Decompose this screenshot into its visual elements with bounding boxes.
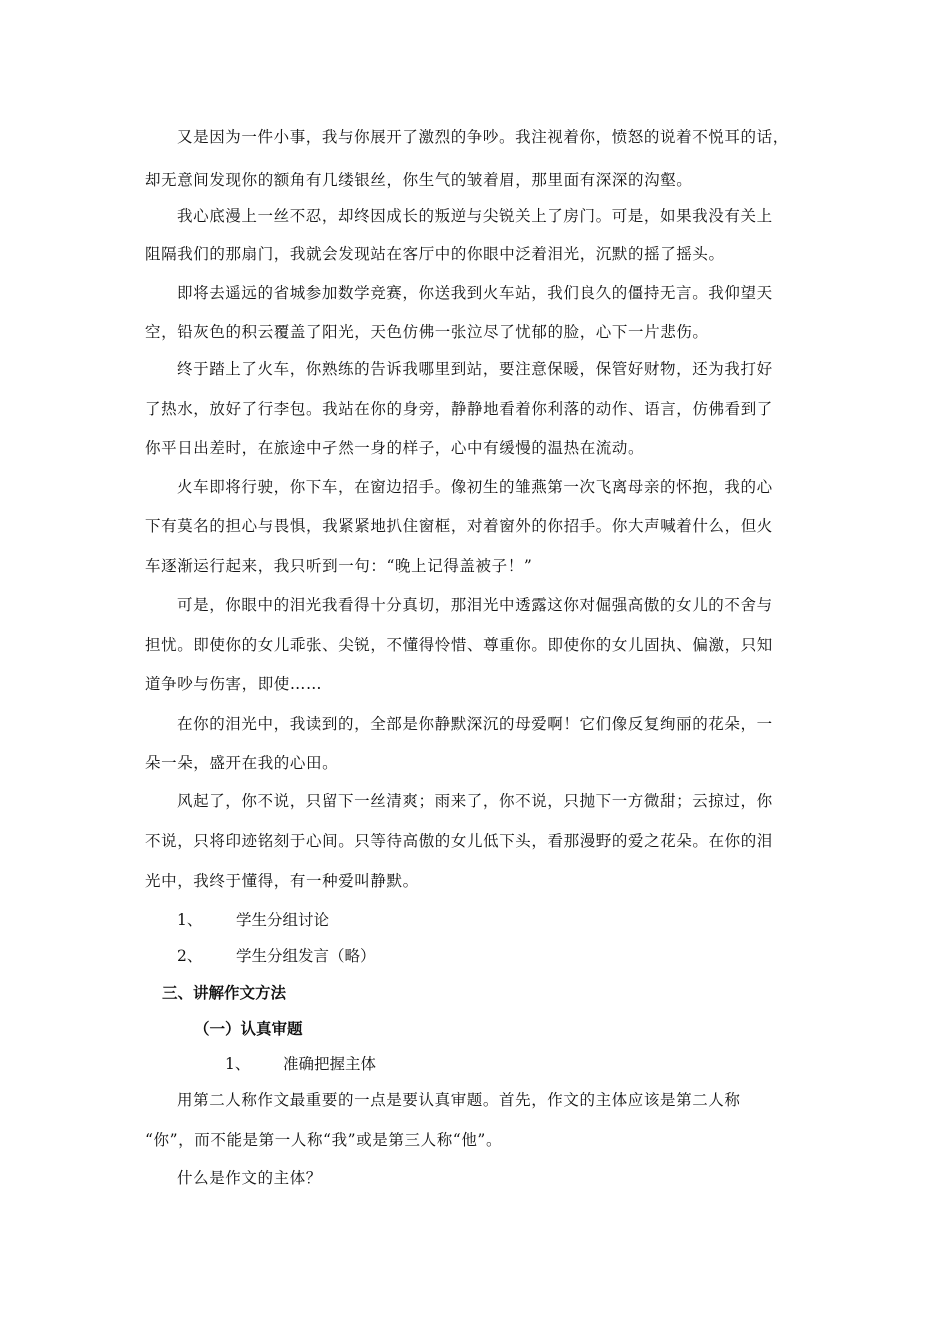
paragraph-3-line-1: 即将去遥远的省城参加数学竞赛，你送我到火车站，我们良久的僵持无言。我仰望天 (177, 284, 773, 302)
sub-item-text: 准确把握主体 (283, 1055, 377, 1073)
paragraph-4-line-2: 了热水，放好了行李包。我站在你的身旁，静静地看着你利落的动作、语言，仿佛看到了 (145, 400, 773, 418)
paragraph-8-line-2: 不说，只将印迹铭刻于心间。只等待高傲的女儿低下头，看那漫野的爱之花朵。在你的泪 (145, 832, 773, 850)
paragraph-8-line-3: 光中，我终于懂得，有一种爱叫静默。 (145, 872, 419, 890)
paragraph-8-line-1: 风起了，你不说，只留下一丝清爽；雨来了，你不说，只抛下一方微甜；云掠过，你 (177, 792, 773, 810)
paragraph-3-line-2: 空，铅灰色的积云覆盖了阳光，天色仿佛一张泣尽了忧郁的脸，心下一片悲伤。 (145, 323, 709, 341)
paragraph-4-line-3: 你平日出差时，在旅途中孑然一身的样子，心中有缓慢的温热在流动。 (145, 439, 645, 457)
paragraph-2-line-1: 我心底漫上一丝不忍，却终因成长的叛逆与尖锐关上了房门。可是，如果我没有关上 (177, 207, 773, 225)
paragraph-6-line-3: 道争吵与伤害，即使…… (145, 675, 323, 693)
paragraph-7-line-2: 朵一朵，盛开在我的心田。 (145, 754, 339, 772)
paragraph-5-line-2: 下有莫名的担心与畏惧，我紧紧地扒住窗框，对着窗外的你招手。你大声喊着什么，但火 (145, 517, 773, 535)
paragraph-6-line-1: 可是，你眼中的泪光我看得十分真切，那泪光中透露这你对倔强高傲的女儿的不舍与 (177, 596, 773, 614)
list-item: 学生分组讨论 (236, 911, 330, 929)
list-item-number: 1、 (177, 911, 203, 929)
paragraph-5-line-3: 车逐渐运行起来，我只听到一句：“晚上记得盖被子！” (145, 557, 533, 575)
section-heading: 三、讲解作文方法 (162, 983, 287, 1002)
list-item: 学生分组发言（略） (236, 947, 376, 965)
paragraph-4-line-1: 终于踏上了火车，你熟练的告诉我哪里到站，要注意保暖，保管好财物，还为我打好 (177, 360, 773, 378)
paragraph-1-line-1: 又是因为一件小事，我与你展开了激烈的争吵。我注视着你，愤怒的说着不悦耳的话， (177, 128, 789, 146)
paragraph-9-line-2: “你”，而不能是第一人称“我”或是第三人称“他”。 (145, 1131, 503, 1149)
paragraph-6-line-2: 担忧。即使你的女儿乖张、尖锐，不懂得怜惜、尊重你。即使你的女儿固执、偏激，只知 (145, 636, 773, 654)
sub-item-number: 1、 (225, 1055, 251, 1073)
paragraph-1-line-2: 却无意间发现你的额角有几缕银丝，你生气的皱着眉，那里面有深深的沟壑。 (145, 171, 693, 189)
list-item-number: 2、 (177, 947, 203, 965)
paragraph-7-line-1: 在你的泪光中，我读到的，全部是你静默深沉的母爱啊！它们像反复绚丽的花朵，一 (177, 715, 773, 733)
paragraph-5-line-1: 火车即将行驶，你下车，在窗边招手。像初生的雏燕第一次飞离母亲的怀抱，我的心 (177, 478, 773, 496)
paragraph-2-line-2: 阻隔我们的那扇门，我就会发现站在客厅中的你眼中泛着泪光，沉默的摇了摇头。 (145, 245, 725, 263)
question-line: 什么是作文的主体？ (177, 1169, 322, 1187)
paragraph-9-line-1: 用第二人称作文最重要的一点是要认真审题。首先，作文的主体应该是第二人称 (177, 1091, 741, 1109)
subsection-heading: （一）认真审题 (194, 1019, 303, 1038)
